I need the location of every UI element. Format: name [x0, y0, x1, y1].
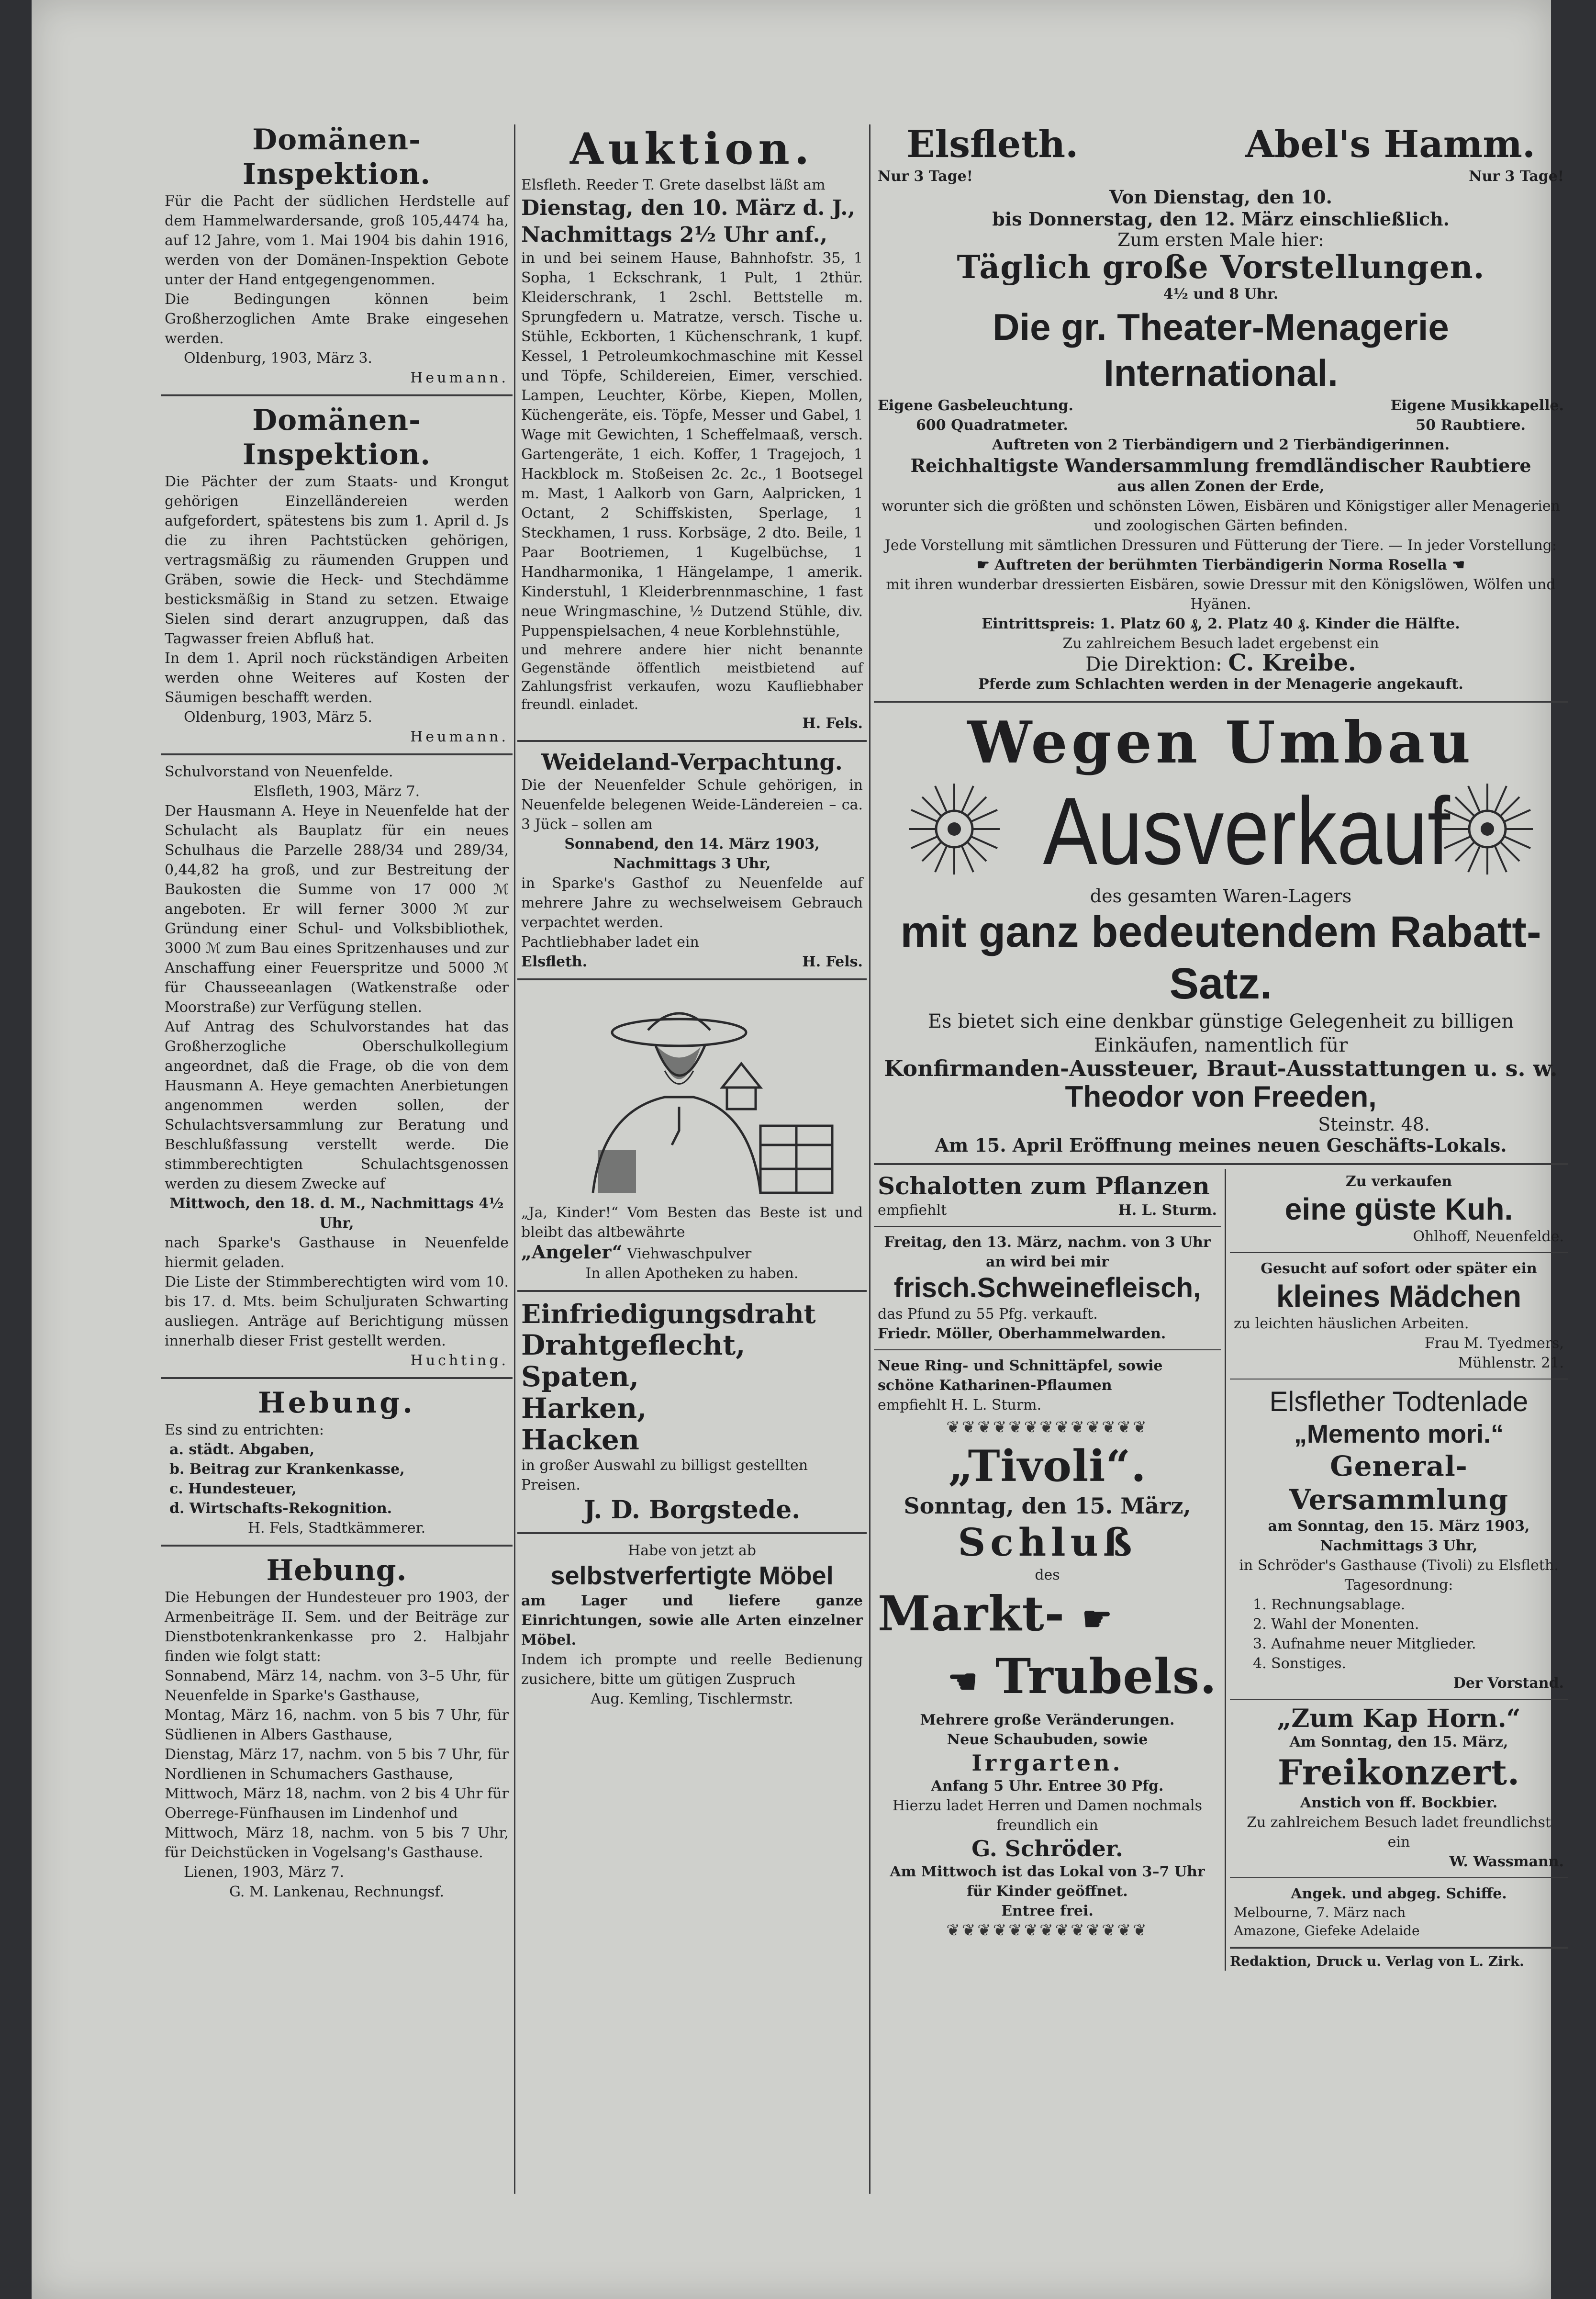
hand-icon: ☚ [948, 1661, 978, 1701]
signature: empfiehlt H. L. Sturm. [878, 1397, 1042, 1413]
divider [161, 1545, 513, 1547]
product-line: Harken, [521, 1392, 647, 1424]
markt: Markt- [878, 1585, 1065, 1642]
body-text: Die Liste der Stimmberechtigten wird vom 10. bis 17. d. Mts. beim Schuljuraten Schwarting ausliegen. Anträge auf Berichtigung müssen innerhalb dieser Frist gestellt werden. [165, 1274, 509, 1349]
feature: Eigene Musikkapelle. [1390, 397, 1564, 414]
body-text: mit ihren wunderbar dressierten Eisbären, sowie Dressur mit den Königslöwen, Wölfen und Hyänen. [886, 576, 1556, 613]
event-line-1 [878, 1585, 1217, 1648]
start-price: Anfang 5 Uhr. Entree 30 Pfg. [931, 1778, 1164, 1794]
divider [1230, 1947, 1568, 1949]
divider [874, 701, 1568, 703]
body-text: in großer Auswahl zu billigst gestellten Preisen. [521, 1457, 808, 1493]
booths: Neue Schaubuden, sowie [947, 1731, 1148, 1748]
event-line-2 [878, 1648, 1217, 1710]
body-text: „Ja, Kinder!“ Vom Besten das Beste ist und bleibt das altbewährte [521, 1204, 863, 1241]
divider [1230, 1877, 1568, 1878]
hebung-1 [161, 1383, 513, 1541]
divider [517, 978, 867, 980]
dates: Von Dienstag, den 10. [1109, 186, 1332, 208]
signature: G. Schröder. [971, 1836, 1123, 1862]
intro: Es sind zu entrichten: [165, 1422, 324, 1438]
divider [517, 1290, 867, 1292]
body-text: Jede Vorstellung mit sämtlichen Dressuren und Fütterung der Tiere. — In jeder Vorstellung: [884, 537, 1557, 554]
date-line: Elsfleth, 1903, März 7. [253, 783, 420, 800]
menagerie-ad [874, 120, 1568, 697]
signature-row [878, 1200, 1217, 1220]
feature: 50 Raubtiere. [1416, 417, 1526, 434]
kids-notice: Am Mittwoch ist das Lokal von 3–7 Uhr für Kinder geöffnet. [890, 1863, 1205, 1900]
body-text: In dem 1. April noch rückständigen Arbeiten werden ohne Weiteres auf Kosten der Säumigen beschafft werden. [165, 650, 509, 706]
headline: Wegen Umbau [967, 709, 1474, 776]
date-line: Oldenburg, 1903, März 5. [184, 709, 372, 726]
list-item: c. Hundesteuer, [169, 1480, 297, 1497]
divider [874, 1349, 1221, 1350]
direction-line [878, 650, 1564, 676]
star-act-text: Auftreten der berühmten Tierbändigerin Norma Rosella [994, 557, 1447, 573]
body-text: in Sparke's Gasthof zu Neuenfelde auf mehrere Jahre zu wechselweisem Gebrauch verpachtet werden. [521, 875, 863, 931]
list-item: d. Wirtschafts-Rekognition. [169, 1500, 392, 1517]
signature: H. Fels. [802, 953, 863, 970]
notice: Pferde zum Schlachten werden in der Menagerie angekauft. [978, 676, 1463, 693]
body-text: Der Hausmann A. Heye in Neuenfelde hat der Schulacht als Bauplatz für ein neues Schulhaus die Parzelle 288/34 und 289/34, 0,44,82 ha groß, und zur Bestreitung der Baukosten die Summe von 17 000 ℳ angeboten. Er will ferner 3000 ℳ zur Gründung einer Schul- und Volksbibliothek, 3000 ℳ zum Bau eines Spritzenhauses und zur Anschaffung einer Feuerspritze und 5000 ℳ für Chausseeanlagen (Watkenstraße oder Moorstraße) zur Verfügung stellen. [165, 803, 509, 1016]
dates: bis Donnerstag, den 12. März einschließlich. [992, 208, 1450, 230]
signature-row [521, 952, 863, 972]
signature: Heumann. [410, 729, 509, 745]
divider [1230, 1252, 1568, 1253]
column-3 [874, 120, 1568, 2194]
signature: W. Wassmann. [1449, 1853, 1564, 1870]
collection: Reichhaltigste Wandersammlung fremdländischer Raubtiere [910, 455, 1531, 476]
sale-title: Ausverkauf [1043, 778, 1450, 885]
newspaper-page [32, 0, 1564, 2299]
des: des [1035, 1567, 1060, 1583]
invitation: Zu zahlreichem Besuch ladet ergebenst ein [1062, 635, 1379, 652]
heading: Auktion. [569, 123, 815, 174]
column-1 [161, 120, 513, 2194]
opening: Am 15. April Eröffnung meines neuen Geschäfts-Lokals. [935, 1134, 1507, 1156]
discount-line: mit ganz bedeutendem Rabatt-Satz. [900, 908, 1541, 1008]
body-text: Mittwoch, März 18, nachm. von 5 bis 7 Uhr, für Deichstücken in Vogelsang's Gasthause. [165, 1825, 509, 1861]
ausverkauf-ad [874, 707, 1568, 1159]
ship-line: Amazone, Giefeke Adelaide [1234, 1923, 1420, 1939]
motto: „Memento mori.“ [1294, 1420, 1504, 1448]
hebung-2 [161, 1550, 513, 1905]
features-row [878, 415, 1564, 435]
body-text: Die der Neuenfelder Schule gehörigen, in Neuenfelde belegenen Weide-Ländereien – ca. 3 Jück – sollen am [521, 777, 863, 833]
body-text: nach Sparke's Gasthause in Neuenfelde hiermit geladen. [165, 1234, 509, 1271]
price: das Pfund zu 55 Pfg. verkauft. [878, 1306, 1098, 1323]
list-item: 3. Aufnahme neuer Mitglieder. [1253, 1636, 1476, 1652]
maze: Irrgarten. [971, 1750, 1123, 1776]
column-2 [517, 120, 867, 2194]
heading: Hebung. [266, 1554, 407, 1587]
list-item: 4. Sonstiges. [1253, 1655, 1347, 1672]
divider [161, 394, 513, 396]
body-text: in und bei seinem Hause, Bahnhofstr. 35, 1 Sopha, 1 Eckschrank, 1 Pult, 1 2thür. Kleiderschrank, 1 2schl. Bettstelle m. Sprungfedern u. Matratze, versch. Tische u. Stühle, Eckborten, 1 Küchenschrank, 1 kupf. Kessel, 1 Petroleumkochmaschine mit Kessel und Töpfe, Schildereien, Eimer, verschied. Lampen, Leuchter, Körbe, Kiepen, Mollen, Küchengeräte, eis. Töpfe, Messer und Gabel, 1 Wage mit Gewichten, 1 Scheffelmaaß, versch. Gartengeräte, 1 eich. Koffer, 1 Tragejoch, 1 Hackblock m. Stoßeisen 2c. 2c., 1 Bootsegel m. Mast, 1 Aalkorb von Garn, Aalpricken, 1 Octant, 2 Schiffskisten, Sperlage, 1 Steckhamen, 1 russ. Korbsäge, 2 dto. Beile, 1 Paar Bootriemen, 1 Kugelbüchse, 1 Handharmonika, 1 Hängelampe, 1 amerik. Kinderstuhl, 1 Kleiderbrennmaschine, 1 fast neue Wringmaschine, ½ Dutzend Stühle, div. Puppenspielsachen, 4 neue Korblehnstühle, [521, 250, 863, 639]
body-text: Die Bedingungen können beim Großherzoglichen Amte Brake eingesehen werden. [165, 291, 509, 347]
pre-line: Habe von jetzt ab [627, 1542, 756, 1559]
divider [517, 740, 867, 742]
meeting-place: in Schröder's Gasthause (Tivoli) zu Elsfleth. [1239, 1557, 1559, 1574]
signature: G. M. Lankenau, Rechnungsf. [229, 1884, 445, 1900]
body-text: Dienstag, März 17, nachm. von 5 bis 7 Uhr, für Nordlienen in Schumachers Gasthause, [165, 1746, 509, 1783]
list-item: 2. Wahl der Monenten. [1253, 1616, 1419, 1633]
divider [161, 753, 513, 755]
moebel-ad [517, 1538, 867, 1712]
signature: J. D. Borgstede. [583, 1495, 801, 1525]
product-line [521, 1242, 863, 1264]
column-divider [514, 124, 515, 2194]
date-line: Lienen, 1903, März 7. [184, 1864, 345, 1881]
schweinefleisch-ad [874, 1230, 1221, 1346]
changes: Mehrere große Veränderungen. [920, 1712, 1175, 1728]
trubel: Trubels. [995, 1648, 1217, 1705]
list-item: a. städt. Abgaben, [169, 1441, 315, 1458]
pre-line: Zu verkaufen [1345, 1173, 1452, 1190]
availability: In allen Apotheken zu haben. [585, 1265, 799, 1282]
hand-icon: ☛ [1082, 1599, 1113, 1638]
ships-ad [1230, 1881, 1568, 1943]
body-text: Indem ich prompte und reelle Bedienung zusichere, bitte um gütigen Zuspruch [521, 1651, 863, 1688]
schalotten-ad [874, 1169, 1221, 1223]
body-text: Für die Pacht der südlichen Herdstelle auf dem Hammelwardersande, groß 105,4474 ha, auf 12 Jahre, vom 1. Mai 1904 bis dahin 1916, werden von der Domänen-Inspektion Gebote unter der Hand entgegengenommen. [165, 193, 509, 288]
divider [161, 1377, 513, 1379]
body-text: Die Hebungen der Hundesteuer pro 1903, der Armenbeiträge II. Sem. und der Beiträge zur Dienstbotenkrankenkasse pro 2. Halbjahr finden wie folgt statt: [165, 1589, 509, 1665]
meeting-time: Mittwoch, den 18. d. M., Nachmittags 4½ Uhr, [169, 1195, 504, 1232]
small-ads [874, 1169, 1568, 1971]
divider [874, 1163, 1568, 1165]
invitation: Hierzu ladet Herren und Damen nochmals freundlich ein [893, 1797, 1202, 1834]
signature: H. Fels, Stadtkämmerer. [247, 1520, 426, 1536]
director: C. Kreibe. [1228, 650, 1356, 676]
signature: Ohlhoff, Neuenfelde. [1413, 1228, 1564, 1245]
venue: „Zum Kap Horn.“ [1277, 1704, 1521, 1733]
schulvorstand-notice [161, 759, 513, 1373]
firm-name: Theodor von Freeden, [1065, 1080, 1377, 1113]
auction-time: Dienstag, den 10. März d. J., Nachmittags 2½ Uhr anf., [521, 196, 855, 247]
general-meeting: General-Versammlung [1289, 1450, 1509, 1516]
signature: H. L. Sturm. [1118, 1202, 1217, 1219]
ad-header [878, 123, 1564, 167]
divider [1230, 1699, 1568, 1700]
meeting-time: am Sonntag, den 15. März 1903, Nachmittags 3 Uhr, [1268, 1518, 1530, 1554]
list-item: 1. Rechnungsablage. [1253, 1596, 1406, 1613]
heading: frisch.Schweinefleisch, [893, 1272, 1201, 1303]
levy-list [165, 1440, 509, 1518]
column-divider [869, 124, 871, 2194]
daily-shows: Täglich große Vorstellungen. [957, 248, 1485, 286]
admission: Eintrittspreis: 1. Platz 60 ₰, 2. Platz 40 ₰. Kinder die Hälfte. [982, 616, 1460, 632]
signature: Frau M. Tyedmers, [1424, 1335, 1564, 1352]
signature: Der Vorstand. [1453, 1675, 1564, 1692]
subtitle: des gesamten Waren-Lagers [1090, 886, 1352, 907]
features-row [878, 396, 1564, 415]
body-text: Es bietet sich eine denkbar günstige Gelegenheit zu billigen Einkäufen, namentlich für [927, 1010, 1514, 1056]
date: Sonntag, den 15. März, [904, 1493, 1191, 1519]
small-ads-left [874, 1169, 1226, 1971]
heading: kleines Mädchen [1276, 1279, 1522, 1313]
closing: Schluß [958, 1520, 1137, 1565]
free-entry: Entree frei. [1001, 1903, 1094, 1919]
body-text: Pachtliebhaber ladet ein [521, 934, 699, 951]
pointing-hand-icon: ☛ [976, 557, 995, 573]
heading: Angek. und abgeg. Schiffe. [1291, 1885, 1507, 1902]
feature: 600 Quadratmeter. [916, 417, 1068, 434]
angeler-ad [517, 984, 867, 1286]
aepfel-ad [874, 1353, 1221, 1418]
body-text: worunter sich die größten und schönsten Löwen, Eisbären und Königstiger aller Menagerien und zoologischen Gärten befinden. [882, 498, 1560, 534]
body-text: Neue Ring- und Schnittäpfel, sowie schöne Katharinen-Pflaumen [878, 1357, 1163, 1394]
agenda-head: Tagesordnung: [1344, 1577, 1453, 1593]
body-text: am Lager und liefere ganze Einrichtungen, sowie alle Arten einzelner Möbel. [521, 1592, 863, 1649]
divider [874, 1226, 1221, 1227]
direction-label: Die Direktion: [1085, 653, 1222, 675]
notice-head: Schulvorstand von Neuenfelde. [165, 763, 393, 780]
agenda-list [1234, 1595, 1564, 1673]
town: Elsfleth. [906, 123, 1079, 166]
body-text: Die Pächter der zum Staats- und Krongut gehörigen Einzelländereien werden aufgefordert, spätestens bis zum 1. April d. Js die zu ihren Pachtstücken gehörigen, vertragsmäßig zu räumenden Gruppen und Gräben, sowie die Heck- und Stechdämme besticksmäßig in Stand zu setzen. Etwaige Sielen sind derart anzugruppen, daß das Tagwasser freien Abfluß hat. [165, 473, 509, 647]
draht-ad [517, 1296, 867, 1528]
todtenlade-ad [1230, 1382, 1568, 1696]
signature: H. Fels. [802, 715, 863, 732]
signature: Huchting. [410, 1352, 509, 1369]
tamers: Auftreten von 2 Tierbändigern und 2 Tierbändigerinnen. [992, 437, 1450, 453]
address: Steinstr. 48. [1318, 1114, 1430, 1135]
heading: Domänen-Inspektion. [242, 123, 431, 191]
weideland-ad [517, 746, 867, 975]
divider [517, 1532, 867, 1534]
sunburst-ornament-icon [1440, 781, 1535, 877]
heading: Weideland-Verpachtung. [541, 749, 843, 775]
date-line: Oldenburg, 1903, März 3. [184, 350, 372, 367]
ship-line: Melbourne, 7. März nach [1234, 1905, 1406, 1920]
body-text: Auf Antrag des Schulvorstandes hat das Großherzogliche Oberschulkollegium angeordnet, daß die Frage, ob die von dem Hausmann A. Heye gemachten Anerbietungen angenommen werden sollen, der Schulachtsversammlung zur Beratung und Beschlußfassung verstellt werde. Die stimmberechtigten Schulachtsgenossen werden zu diesem Zwecke auf [165, 1019, 509, 1192]
sale-banner [878, 776, 1564, 886]
invitation: Zu zahlreichem Besuch ladet freundlichst ein [1247, 1814, 1551, 1850]
feature: Eigene Gasbeleuchtung. [878, 397, 1073, 414]
body-text: Sonnabend, März 14, nachm. von 3–5 Uhr, für Neuenfelde in Sparke's Gasthause, [165, 1668, 509, 1704]
auktion-ad [517, 120, 867, 736]
product-name: „Angeler“ [521, 1241, 623, 1263]
domaenen-inspektion-2 [161, 400, 513, 750]
product-line: Spaten, [521, 1360, 639, 1393]
signature: Aug. Kemling, Tischlermstr. [591, 1691, 793, 1707]
signature: Heumann. [410, 370, 509, 386]
product-line: Einfriedigungsdraht [521, 1299, 816, 1329]
signature: Friedr. Möller, Oberhammelwarden. [878, 1325, 1166, 1342]
small-ads-right [1226, 1169, 1568, 1971]
heading: Freikonzert. [1277, 1752, 1520, 1793]
ornament-border-icon: ❦❦❦❦❦❦❦❦❦❦❦❦❦ [946, 1418, 1149, 1437]
menagerie-title: Die gr. Theater-Menagerie International. [993, 306, 1449, 394]
first-time: Zum ersten Male hier: [1117, 229, 1324, 250]
location: Abel's Hamm. [1245, 123, 1535, 166]
venue: „Tivoli“. [948, 1441, 1147, 1492]
duration-row [878, 167, 1564, 186]
domaenen-inspektion-1 [161, 120, 513, 391]
pre-line: Gesucht auf sofort oder später ein [1261, 1260, 1537, 1277]
date: Am Sonntag, den 15. März, [1289, 1734, 1508, 1750]
product-line: Hacken [521, 1424, 639, 1456]
address: Mühlenstr. 21. [1458, 1355, 1564, 1371]
product-line: Drahtgeflecht, [521, 1329, 746, 1361]
maedchen-ad [1230, 1256, 1568, 1376]
place: Elsfleth. [521, 953, 588, 970]
imprint: Redaktion, Druck u. Verlag von L. Zirk. [1230, 1953, 1524, 1969]
star-act [878, 555, 1564, 575]
heading: Elsflether Todtenlade [1269, 1386, 1529, 1417]
ornament-border-icon: ❦❦❦❦❦❦❦❦❦❦❦❦❦ [946, 1921, 1149, 1940]
beer: Anstich von ff. Bockbier. [1300, 1794, 1498, 1811]
list-item: b. Beitrag zur Krankenkasse, [169, 1461, 405, 1478]
body-text: zu leichten häuslichen Arbeiten. [1234, 1315, 1469, 1332]
kuh-ad [1230, 1169, 1568, 1249]
heading: Schalotten zum Pflanzen [878, 1172, 1210, 1200]
sunburst-ornament-icon [906, 781, 1002, 877]
recommends: empfiehlt [878, 1202, 947, 1219]
heading: eine güste Kuh. [1284, 1192, 1513, 1226]
kap-horn-ad [1230, 1703, 1568, 1874]
lease-time: Sonnabend, den 14. März 1903, Nachmittags 3 Uhr, [564, 836, 820, 872]
zones: aus allen Zonen der Erde, [1117, 478, 1325, 495]
date: Freitag, den 13. März, nachm. von 3 Uhr an wird bei mir [884, 1234, 1211, 1270]
body-text: Mittwoch, März 18, nachm. von 2 bis 4 Uhr für Oberrege-Fünfhausen im Lindenhof und [165, 1785, 509, 1822]
heading: selbstverfertigte Möbel [550, 1561, 834, 1590]
body-text: Montag, März 16, nachm. von 5 bis 7 Uhr, für Südlienen in Albers Gasthause, [165, 1707, 509, 1743]
body-text: und mehrere andere hier nicht benannte Gegenstände öffentlich meistbietend auf Zahlungsfrist verkaufen, wozu Kaufliebhaber freundl. einladet. [521, 642, 863, 712]
body-text: Elsfleth. Reeder T. Grete daselbst läßt am [521, 177, 826, 193]
product-type: Viehwaschpulver [627, 1245, 752, 1262]
duration-right: Nur 3 Tage! [1469, 168, 1564, 185]
heading: Hebung. [258, 1386, 415, 1420]
duration-left: Nur 3 Tage! [878, 168, 973, 185]
pointing-hand-icon: ☚ [1447, 557, 1465, 573]
heading: Domänen-Inspektion. [242, 404, 431, 471]
tivoli-ad [874, 1437, 1221, 1943]
show-times: 4½ und 8 Uhr. [1163, 286, 1279, 303]
farmer-illustration [521, 987, 856, 1198]
categories: Konfirmanden-Aussteuer, Braut-Ausstattungen u. s. w. [884, 1055, 1558, 1081]
